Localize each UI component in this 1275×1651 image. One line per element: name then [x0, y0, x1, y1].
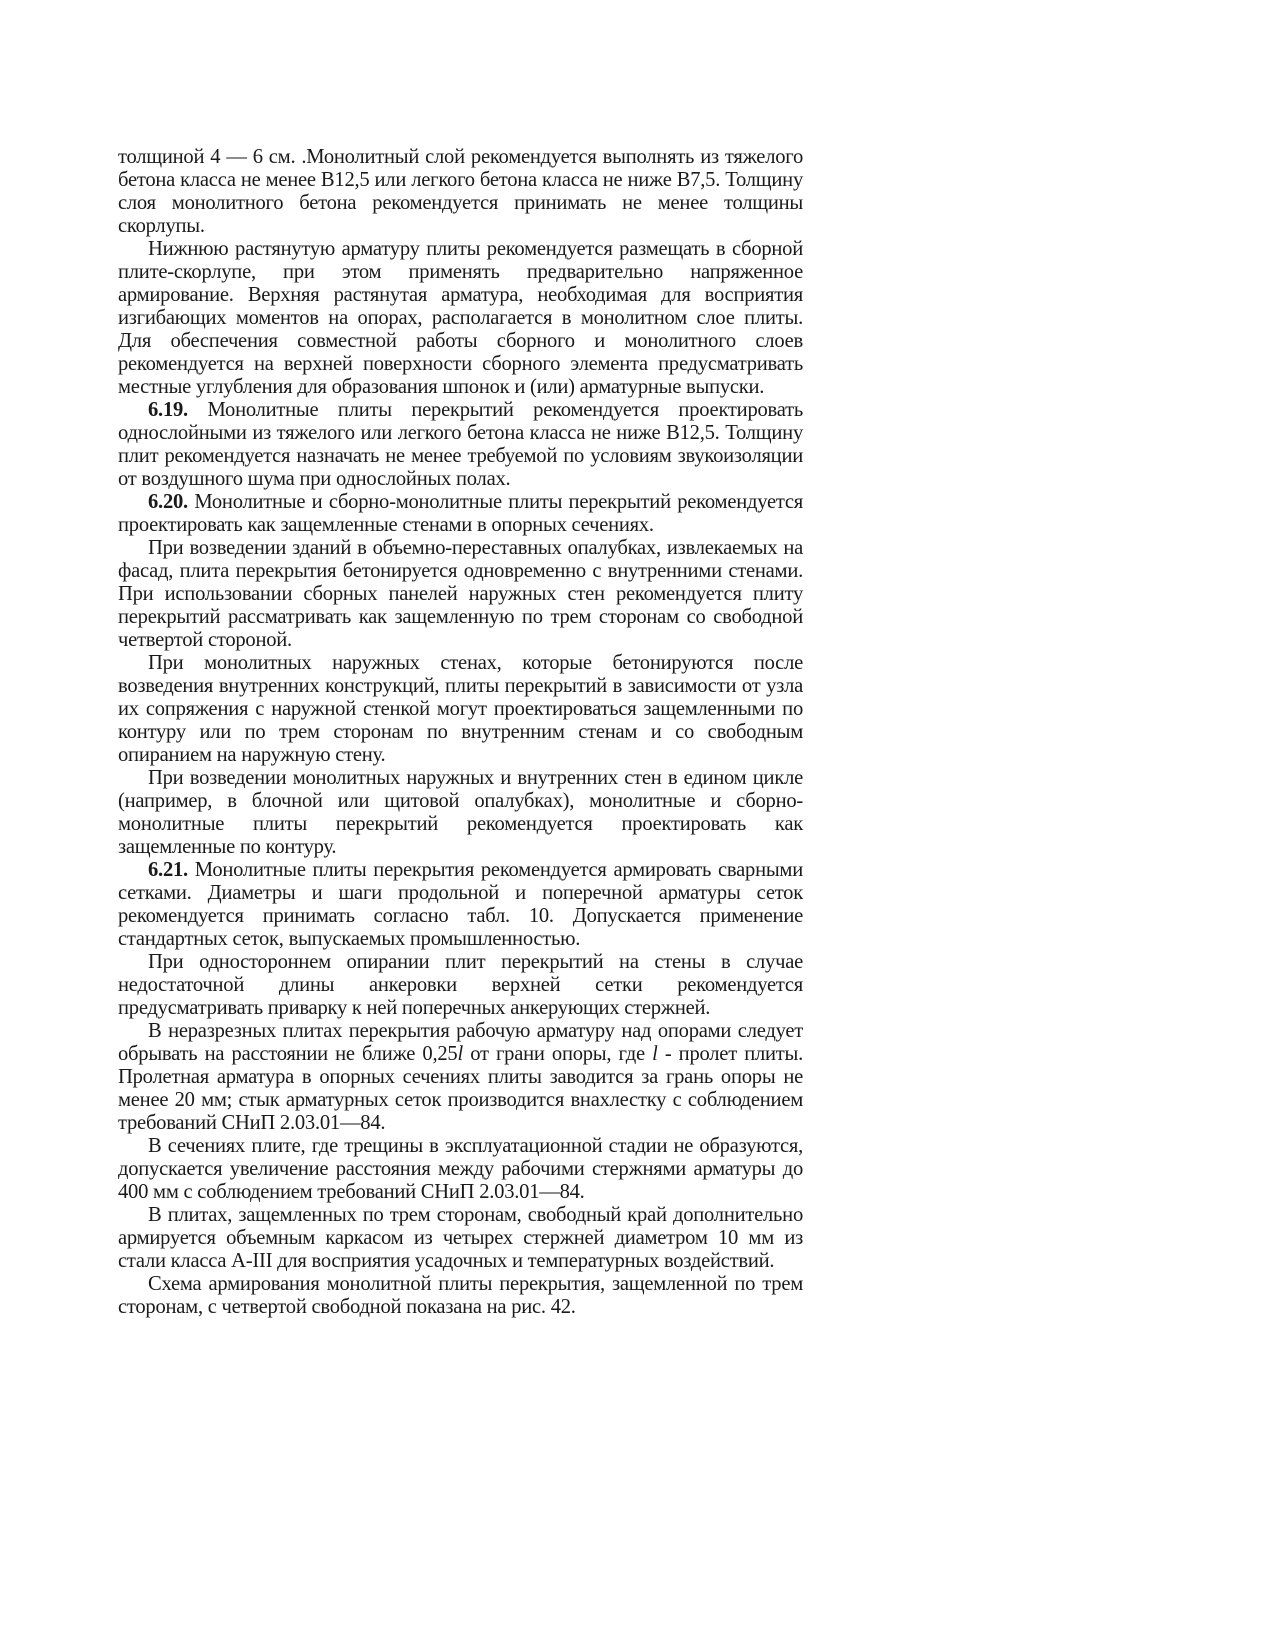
span-variable: l — [457, 1043, 463, 1065]
document-page — [118, 146, 803, 1319]
section-number: 6.21. — [148, 859, 188, 881]
paragraph-section-6-19 — [118, 399, 803, 491]
paragraph-text: от грани опоры, где — [462, 1043, 653, 1065]
paragraph-text: Монолитные плиты перекрытий рекомендуется проектировать однослойными из тяжелого или легкого бетона класса не ниже В12,5. Толщину плит рекомендуется назначать не менее требуемой по условиям звукоизоляции от воздушного шума при однослойных полах. — [118, 399, 803, 490]
paragraph-text: В неразрезных плитах перекрытия рабочую арматуру над опорами следует обрывать на расстоянии не ближе 0,25 — [118, 1020, 803, 1065]
paragraph: Схема армирования монолитной плиты перекрытия, защемленной по трем сторонам, с четвертой свободной показана на рис. 42. — [118, 1273, 803, 1318]
section-number: 6.20. — [148, 491, 188, 513]
paragraph: Нижнюю растянутую арматуру плиты рекомендуется размещать в сборной плите-скорлупе, при этом применять предварительно напряженное армирование. Верхняя растянутая арматура, необходимая для восприятия изгибающих моментов на опорах, располагается в монолитном слое плиты. Для обеспечения совместной работы сборного и монолитного слоев рекомендуется на верхней поверхности сборного элемента предусматривать местные углубления для образования шпонок и (или) арматурные выпуски. — [118, 238, 803, 398]
paragraph-text: Монолитные и сборно-монолитные плиты перекрытий рекомендуется проектировать как защемленные стенами в опорных сечениях. — [118, 491, 803, 536]
paragraph-text: - пролет плиты. Пролетная арматура в опорных сечениях плиты заводится за грань опоры не менее 20 мм; стык арматурных сеток производится внахлестку с соблюдением требований СНиП 2.03.01—84. — [118, 1043, 803, 1134]
section-number: 6.19. — [148, 399, 188, 421]
paragraph: В сечениях плите, где трещины в эксплуатационной стадии не образуются, допускается увеличение расстояния между рабочими стержнями арматуры до 400 мм с соблюдением требований СНиП 2.03.01—84. — [118, 1135, 803, 1203]
paragraph-with-variable — [118, 1020, 803, 1135]
paragraph: При возведении зданий в объемно-переставных опалубках, извлекаемых на фасад, плита перекрытия бетонируется одновременно с внутренними стенами. При использовании сборных панелей наружных стен рекомендуется плиту перекрытий рассматривать как защемленную по трем сторонам со свободной четвертой стороной. — [118, 537, 803, 651]
paragraph-continued: толщиной 4 — 6 см. .Монолитный слой рекомендуется выполнять из тяжелого бетона класса не менее В12,5 или легкого бетона класса не ниже В7,5. Толщину слоя монолитного бетона рекомендуется принимать не менее толщины скорлупы. — [118, 146, 803, 237]
paragraph: При одностороннем опирании плит перекрытий на стены в случае недостаточной длины анкеровки верхней сетки рекомендуется предусматривать приварку к ней поперечных анкерующих стержней. — [118, 951, 803, 1019]
paragraph: При монолитных наружных стенах, которые бетонируются после возведения внутренних конструкций, плиты перекрытий в зависимости от узла их сопряжения с наружной стенкой могут проектироваться защемленными по контуру или по трем сторонам по внутренним стенам и со свободным опиранием на наружную стену. — [118, 652, 803, 766]
span-variable: l — [652, 1043, 658, 1065]
paragraph-section-6-20 — [118, 491, 803, 537]
paragraph-section-6-21 — [118, 859, 803, 951]
paragraph: В плитах, защемленных по трем сторонам, свободный край дополнительно армируется объемным каркасом из четырех стержней диаметром 10 мм из стали класса А-III для восприятия усадочных и температурных воздействий. — [118, 1204, 803, 1272]
paragraph: При возведении монолитных наружных и внутренних стен в едином цикле (например, в блочной или щитовой опалубках), монолитные и сборно-монолитные плиты перекрытий рекомендуется проектировать как защемленные по контуру. — [118, 767, 803, 858]
paragraph-text: Монолитные плиты перекрытия рекомендуется армировать сварными сетками. Диаметры и шаги продольной и поперечной арматуры сеток рекомендуется принимать согласно табл. 10. Допускается применение стандартных сеток, выпускаемых промышленностью. — [118, 859, 803, 950]
